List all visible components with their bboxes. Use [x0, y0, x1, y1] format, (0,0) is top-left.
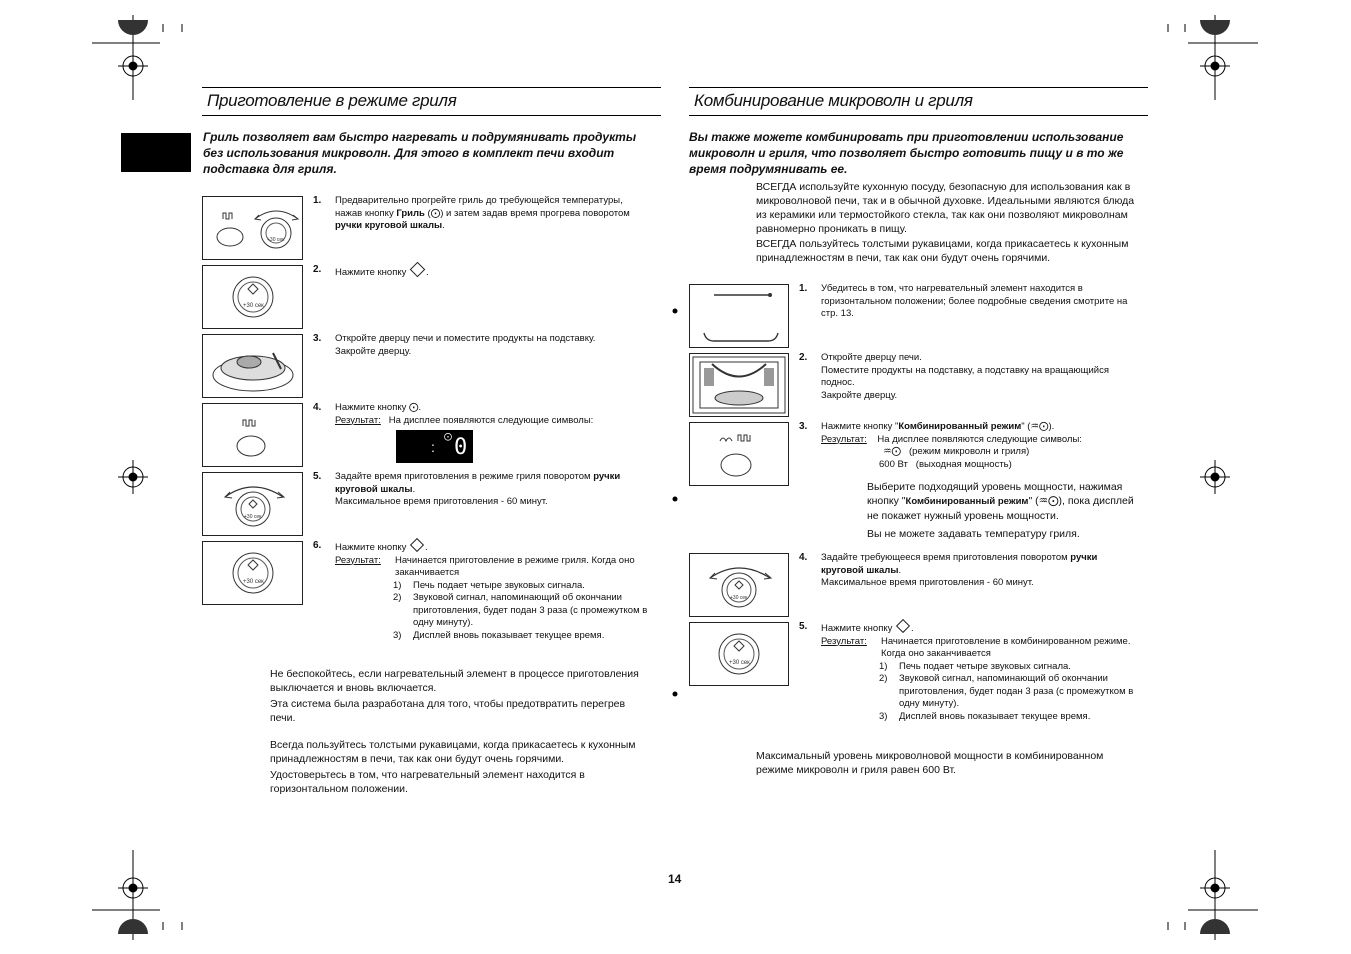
grill-button-illustration	[203, 404, 302, 466]
note-line: горизонтальном положении.	[270, 783, 408, 795]
svg-text:+30 сек: +30 сек	[244, 514, 262, 520]
step-line: Откройте дверцу печи.	[821, 352, 922, 363]
figure-grill-button-dial	[202, 196, 303, 260]
left-step-5-num: 5.	[313, 471, 322, 482]
left-step-6-end: .	[425, 542, 428, 553]
right-step-1-num: 1.	[799, 283, 808, 294]
left-step-6-list	[393, 580, 665, 643]
right-title-top-rule	[689, 87, 1148, 88]
right-step-3-extra	[867, 480, 1134, 541]
right-step-4-line2	[821, 565, 1097, 578]
list-num: 1)	[393, 579, 402, 591]
left-step-5-l2: круговой шкалы	[335, 483, 413, 495]
para-line: ВСЕГДА используйте кухонную посуду, безопасную для использования как в	[756, 181, 1131, 193]
left-step-1-l2c: (	[424, 207, 431, 219]
right-step-4-l1b: ручки	[1070, 552, 1098, 563]
note-line: Всегда пользуйтесь толстыми рукавицами, когда прикасаетесь к кухонным	[270, 739, 636, 751]
right-step-3-num: 3.	[799, 421, 808, 432]
combi-icon: ♒⨀	[1038, 495, 1059, 507]
combi-icon: ♒⨀	[1030, 421, 1049, 432]
start-icon	[896, 619, 910, 633]
figure-combi-button	[689, 422, 789, 486]
step-line: Убедитесь в том, что нагревательный элемент находится в	[821, 283, 1083, 294]
right-para2	[756, 237, 1128, 265]
note-line: Эта система была разработана для того, чтобы предотвратить перегрев	[270, 698, 626, 710]
left-step-1	[335, 195, 665, 233]
left-notes	[270, 667, 670, 796]
right-step-4	[821, 552, 1097, 590]
list-line: Печь подает четыре звуковых сигнала.	[413, 579, 585, 591]
list-item	[393, 592, 665, 630]
para-line: равномерно проникать в пищу.	[756, 223, 907, 235]
note-line: режиме микроволн и гриля равен 600 Вт.	[756, 764, 957, 776]
right-step-3-sym1	[883, 446, 1151, 459]
left-step-6-line1	[335, 540, 665, 555]
note-1	[270, 667, 670, 695]
right-step-4-num: 4.	[799, 552, 808, 563]
grill-dial-illustration	[203, 197, 302, 259]
svg-text:+30 сек: +30 сек	[729, 660, 750, 666]
right-step-5-result-body	[881, 636, 1130, 661]
para-line: микроволновой печи, так и в обычной духовке. Идеальными являются блюда	[756, 195, 1135, 207]
left-intro: Гриль позволяет вам быстро нагревать и подрумянивать продукты без использования микроволн. Для этого в комплект печи входит подставка для гриля.	[203, 130, 637, 176]
extra-line	[867, 494, 1134, 509]
right-step-5-num: 5.	[799, 621, 808, 632]
right-step-5-end: .	[911, 623, 914, 634]
left-step-2	[335, 264, 429, 280]
right-step-5-text: Нажмите кнопку	[821, 623, 893, 634]
right-note	[756, 749, 1103, 777]
list-num: 2)	[879, 673, 888, 684]
left-step-4-num: 4.	[313, 402, 322, 413]
left-step-5-line2	[335, 484, 665, 497]
right-step-3-l1d: ).	[1048, 421, 1055, 432]
right-step-4-l2end: .	[898, 564, 902, 576]
dial-turn-right-illustration	[690, 554, 788, 616]
left-step-5-line3: Максимальное время приготовления - 60 минут.	[335, 496, 548, 507]
right-step-3-line1	[821, 421, 1151, 434]
step-line: поднос.	[821, 377, 855, 388]
left-step-3-line2: Закройте дверцу.	[335, 345, 412, 357]
figure-start-button-2	[202, 541, 303, 605]
list-line: Дисплей вновь показывает текущее время.	[413, 629, 605, 641]
left-step-4-line1	[335, 402, 593, 415]
sym1-text: (режим микроволн и гриля)	[908, 446, 1030, 457]
extra2a: кнопку "	[867, 495, 906, 507]
figure-heating-element	[689, 284, 789, 348]
left-step-1-l2a: нажав кнопку	[335, 207, 397, 219]
figure-oven-interior	[689, 353, 789, 417]
dial-label: +30 сек	[243, 303, 264, 309]
dial-turn-illustration	[203, 473, 302, 535]
left-title-top-rule	[202, 87, 661, 88]
power-desc: (выходная мощность)	[915, 458, 1012, 470]
right-step-2	[821, 352, 1109, 402]
left-step-5-l1a: Задайте время приготовления в режиме гриля поворотом	[335, 471, 594, 482]
left-step-1-l3end: .	[442, 220, 445, 231]
left-step-2-end: .	[426, 267, 429, 278]
list-line: приготовления, будет подан 3 раза (с промежутком в	[413, 604, 648, 616]
start-dial-illustration	[203, 266, 302, 328]
right-step-3-sym2	[879, 459, 1151, 472]
list-line: Звуковой сигнал, напоминающий об окончании	[899, 673, 1108, 684]
note-line: Не беспокойтесь, если нагревательный элемент в процессе приготовления	[270, 668, 639, 680]
right-para1	[756, 180, 1134, 236]
right-step-3-result	[821, 434, 1151, 447]
left-step-2-num: 2.	[313, 264, 322, 275]
extra-line: не покажет нужный уровень мощности.	[867, 510, 1059, 522]
result-label: Результат:	[335, 554, 381, 566]
left-step-1-l2d: ) и затем задав время прогрева поворотом	[440, 207, 630, 219]
list-item	[879, 711, 1151, 724]
dial-knob-label: ручки круговой шкалы	[335, 220, 443, 231]
section-tab	[121, 133, 191, 172]
left-step-6-result-l2: заканчивается	[395, 567, 460, 578]
left-step-4	[335, 402, 593, 427]
left-step-2-text: Нажмите кнопку	[335, 267, 407, 278]
right-step-3	[821, 421, 1151, 471]
right-step-5-result-l2: Когда оно заканчивается	[881, 648, 991, 659]
left-step-5	[335, 471, 665, 509]
right-step-5-result	[821, 636, 1151, 661]
display-grill-icon: ⨀	[444, 432, 452, 441]
heating-element-illustration	[690, 285, 788, 347]
left-step-6-result-body	[395, 555, 635, 580]
left-step-5-l1b: ручки	[593, 471, 621, 482]
note-2	[270, 697, 670, 725]
note-line: Максимальный уровень микроволновой мощности в комбинированном	[756, 750, 1104, 762]
right-step-4-line1	[821, 552, 1097, 565]
note-3	[270, 738, 670, 766]
grill-icon: ⨀	[430, 207, 441, 219]
list-item	[879, 673, 1151, 711]
left-step-3	[335, 333, 595, 358]
right-page-title: Комбинирование микроволн и гриля	[694, 91, 973, 110]
list-line: Дисплей вновь показывает текущее время.	[899, 710, 1091, 722]
left-step-3-num: 3.	[313, 333, 322, 344]
para-line: принадлежностям в печи, так как они будут очень горячими.	[756, 252, 1051, 264]
step-line: Закройте дверцу.	[821, 389, 898, 401]
para-line: ВСЕГДА пользуйтесь толстыми рукавицами, когда прикасаетесь к кухонным	[756, 238, 1129, 250]
right-step-3-l1a: Нажмите кнопку "	[821, 421, 899, 432]
result-text: На дисплее появляются следующие символы:	[388, 414, 594, 426]
left-step-6-result-l1: Начинается приготовление в режиме гриля. Когда оно	[395, 554, 635, 566]
para-line: из керамики или термостойкого стекла, так как они позволяют микроволнам	[756, 209, 1128, 221]
note-line: принадлежностям в печи, так как они будут очень горячими.	[270, 753, 565, 765]
left-title-bottom-rule	[202, 115, 661, 116]
figure-dial-turn	[202, 472, 303, 536]
page-number: 14	[668, 872, 682, 886]
combi-icon: ♒⨀	[883, 446, 902, 457]
right-step-5-list	[879, 661, 1151, 724]
note-4	[270, 768, 670, 796]
extra2c: " (	[1028, 495, 1039, 507]
note-line: печи.	[270, 712, 296, 724]
list-line: одну минуту).	[899, 698, 960, 709]
result-label: Результат:	[335, 414, 381, 426]
start-icon	[410, 262, 426, 278]
left-page-title: Приготовление в режиме гриля	[207, 91, 457, 110]
left-step-6	[335, 540, 665, 642]
left-step-5-l2end: .	[412, 483, 416, 495]
left-step-6-text: Нажмите кнопку	[335, 542, 407, 553]
right-step-4-l1a: Задайте требующееся время приготовления поворотом	[821, 552, 1071, 563]
list-line: Печь подает четыре звуковых сигнала.	[899, 660, 1071, 672]
figure-start-button-right	[689, 622, 789, 686]
right-title-bottom-rule	[689, 115, 1148, 116]
result-label: Результат:	[821, 433, 867, 445]
svg-text:+30 сек: +30 сек	[243, 579, 264, 585]
figure-start-button	[202, 265, 303, 329]
right-step-1	[821, 283, 1127, 321]
start-dial-illustration-2	[203, 542, 302, 604]
extra2d: ), пока дисплей	[1058, 495, 1134, 507]
figure-dial-turn-right	[689, 553, 789, 617]
right-intro: Вы также можете комбинировать при приготовлении использование микроволн и гриля, что позволяет быстро готовить пищу и в то же время подрумянивать ее.	[689, 130, 1124, 176]
left-step-1-line3	[335, 220, 665, 233]
extra-line: Вы не можете задавать температуру гриля.	[867, 528, 1080, 540]
start-icon	[410, 538, 424, 552]
list-num: 2)	[393, 592, 402, 603]
combi-mode-label: Комбинированный режим	[898, 421, 1022, 432]
left-step-3-line1: Откройте дверцу печи и поместите продукты на подставку.	[335, 333, 596, 344]
grill-rack-illustration	[203, 335, 302, 397]
left-step-4-result	[335, 415, 593, 428]
result-text: На дисплее появляются следующие символы:	[877, 433, 1082, 445]
note-line: Удостоверьтесь в том, что нагревательный элемент находится в	[270, 769, 585, 781]
right-step-5-line1	[821, 621, 1151, 636]
figure-grill-button	[202, 403, 303, 467]
display-digit: 0	[454, 435, 468, 460]
list-num: 3)	[393, 629, 402, 641]
left-step-4-end: .	[418, 402, 422, 413]
right-step-5	[821, 621, 1151, 723]
combi-button-illustration	[690, 423, 788, 485]
right-step-5-result-l1: Начинается приготовление в комбинированном режиме.	[881, 635, 1131, 647]
list-num: 1)	[879, 660, 888, 672]
right-step-4-l2: круговой шкалы	[821, 564, 899, 576]
left-step-4-text: Нажмите кнопку	[335, 402, 407, 413]
list-line: приготовления, будет подан 3 раза (с промежутком в	[899, 685, 1134, 697]
display-panel	[396, 430, 473, 463]
oven-interior-illustration	[690, 354, 788, 416]
left-step-5-line1	[335, 471, 665, 484]
step-line: горизонтальном положении; более подробные сведения смотрите на	[821, 295, 1128, 307]
list-item	[393, 630, 665, 643]
extra-line: Выберите подходящий уровень мощности, нажимая	[867, 481, 1123, 493]
result-label: Результат:	[821, 635, 867, 647]
svg-text:+30 сек: +30 сек	[730, 595, 748, 601]
step-line: стр. 13.	[821, 308, 854, 319]
note-line: выключается и вновь включается.	[270, 682, 437, 694]
left-step-6-result	[335, 555, 665, 580]
right-step-2-num: 2.	[799, 352, 808, 363]
list-item	[393, 580, 665, 593]
step-line: Поместите продукты на подставку, а подставку на вращающийся	[821, 364, 1109, 376]
left-step-1-num: 1.	[313, 195, 322, 206]
left-step-6-num: 6.	[313, 540, 322, 551]
start-dial-right-illustration	[690, 623, 788, 685]
list-line: одну минуту).	[413, 617, 474, 628]
list-line: Звуковой сигнал, напоминающий об окончании	[413, 592, 622, 603]
combi-mode-label: Комбинированный режим	[905, 496, 1029, 507]
left-step-1-line1: Предварительно прогрейте гриль до требующейся температуры,	[335, 195, 623, 206]
list-item	[879, 661, 1151, 674]
display-colon: :	[431, 439, 435, 455]
svg-text:+30 сек: +30 сек	[267, 237, 285, 243]
left-step-1-line2	[335, 208, 665, 221]
grill-icon: ⨀	[409, 402, 419, 413]
list-num: 3)	[879, 710, 888, 722]
right-step-4-line3: Максимальное время приготовления - 60 минут.	[821, 577, 1034, 588]
grill-button-label: Гриль	[396, 207, 425, 219]
figure-grill-rack	[202, 334, 303, 398]
right-step-3-l1c: " (	[1021, 421, 1031, 432]
power-value: 600 Вт	[879, 458, 908, 470]
